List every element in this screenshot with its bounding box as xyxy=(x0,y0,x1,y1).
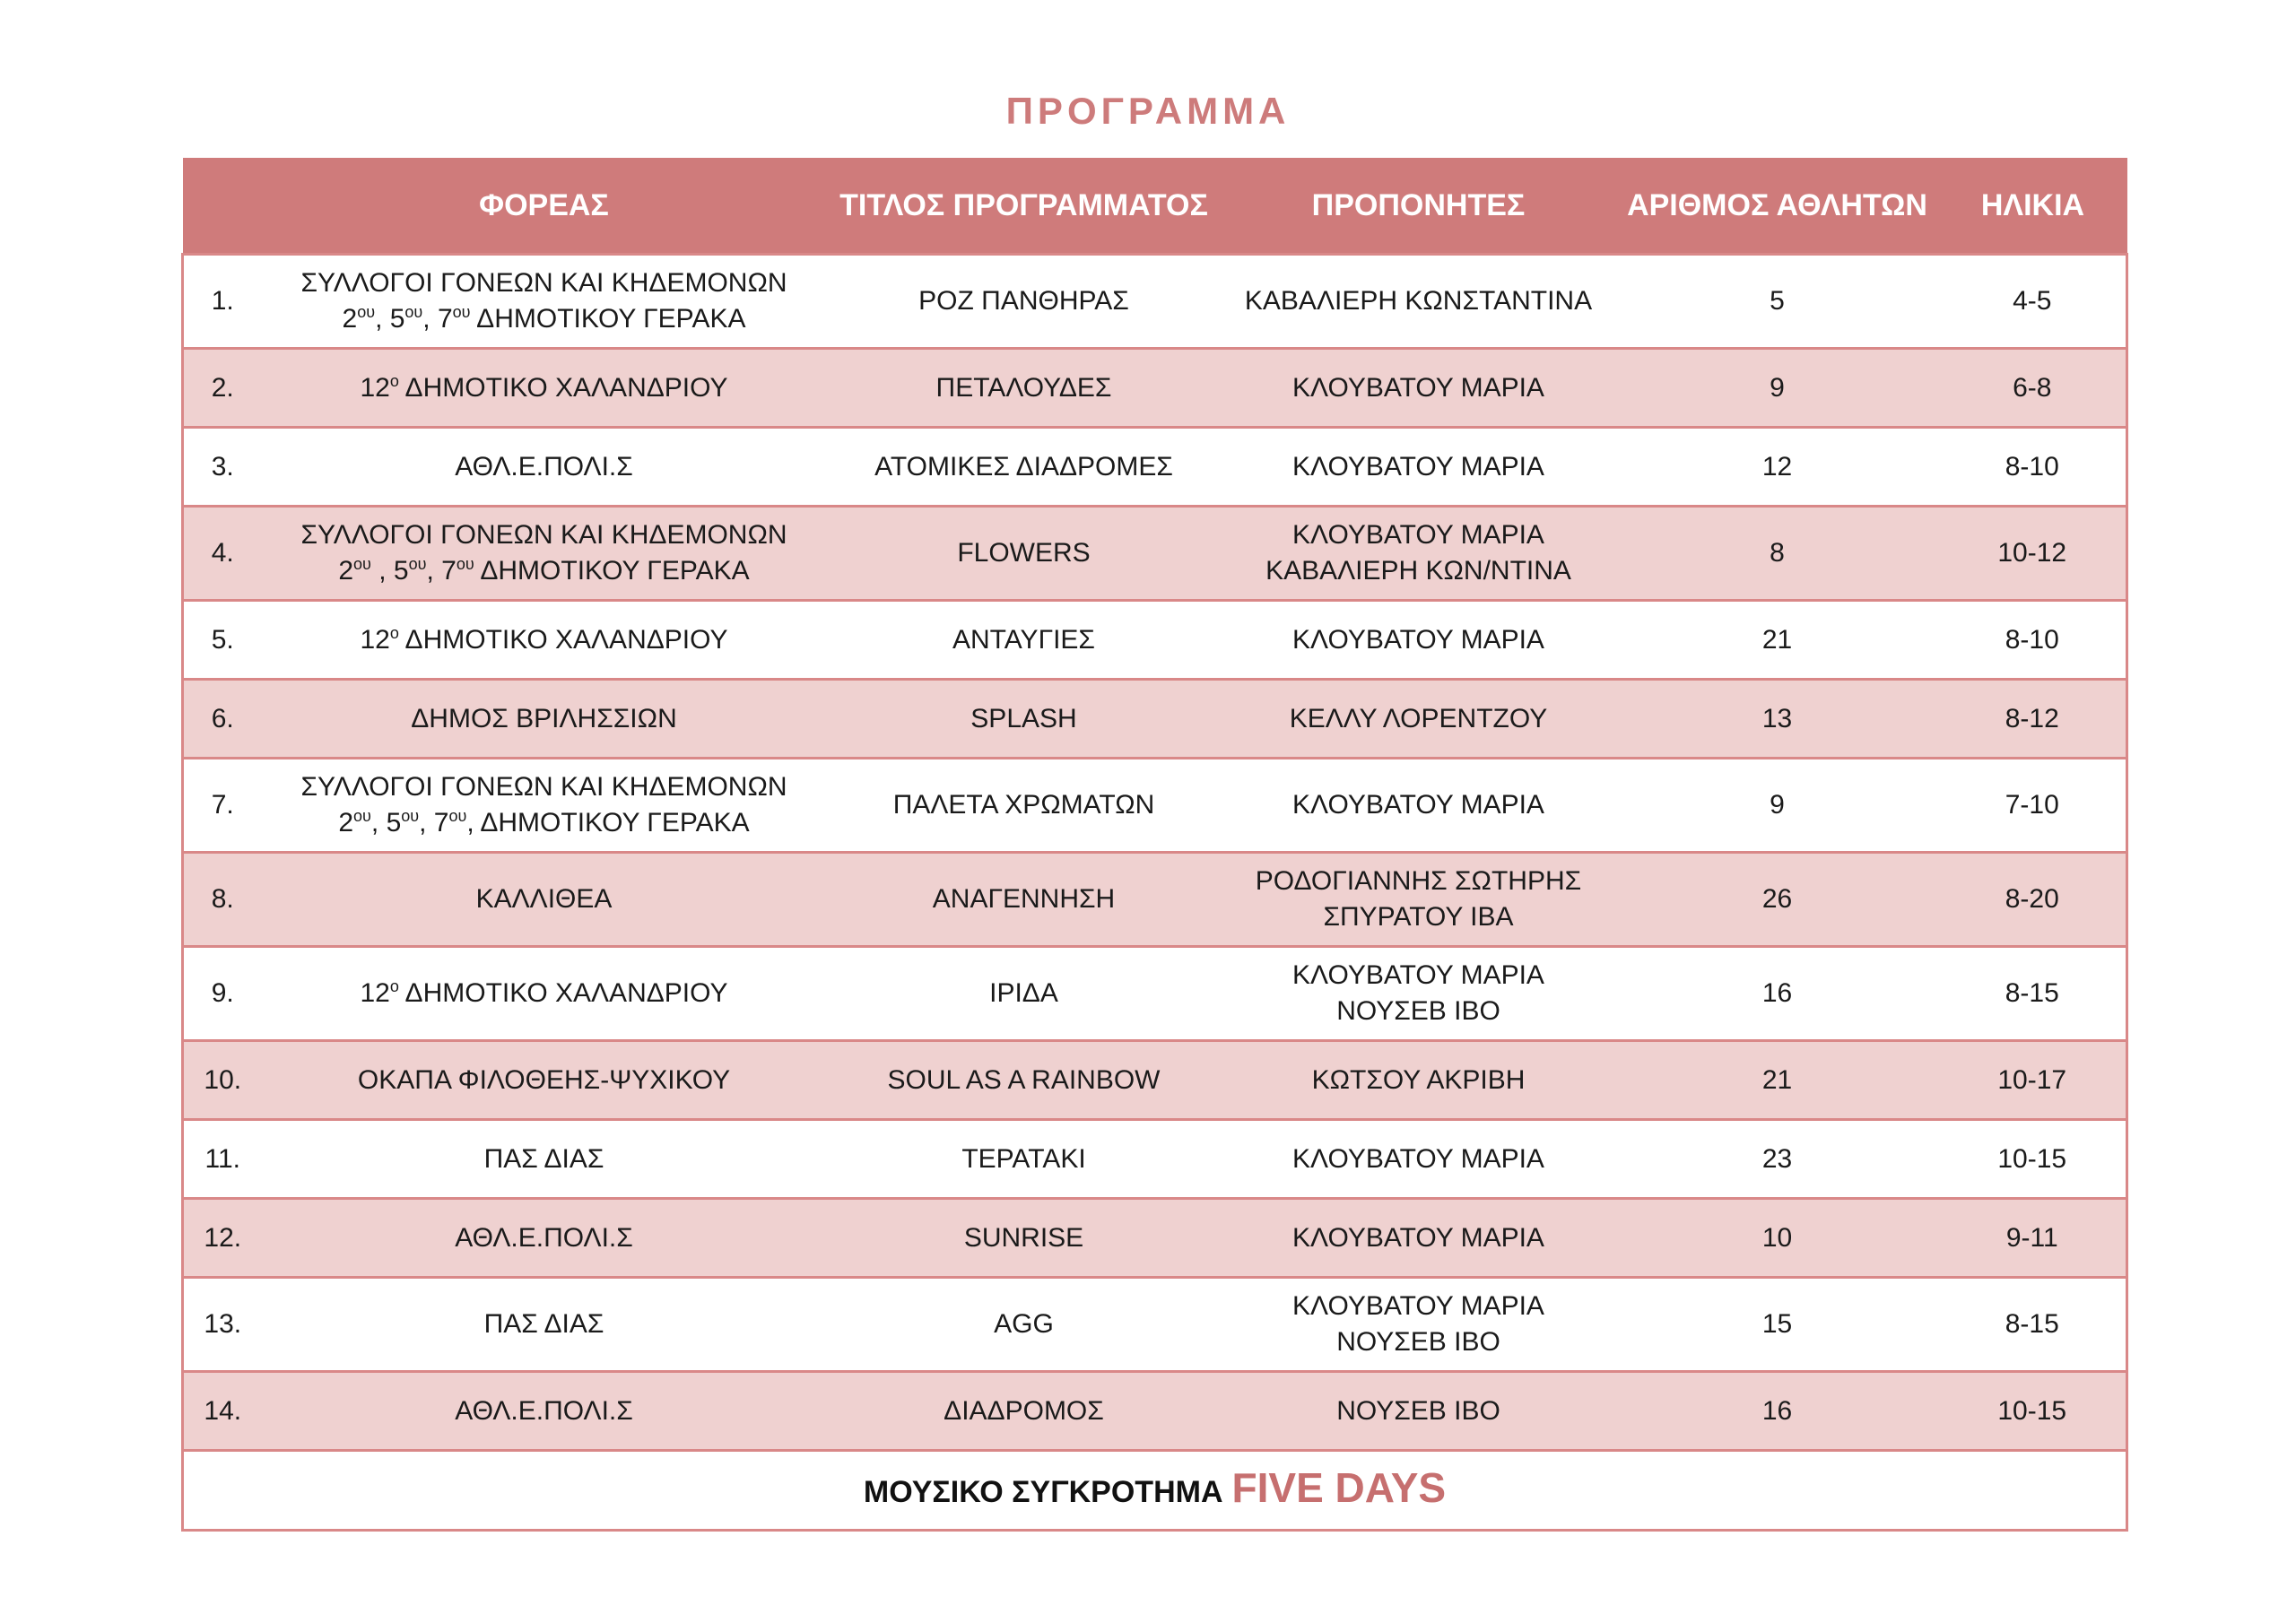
coaches-cell xyxy=(1222,1120,1616,1199)
row-number: 10. xyxy=(183,1041,262,1120)
table-row xyxy=(183,1199,2127,1278)
athlete-count-cell: 21 xyxy=(1616,601,1939,680)
coach-name: ΚΕΛΛΥ ΛΟΡΕΝΤΖΟΥ xyxy=(1289,703,1548,733)
org-line: ΣΥΛΛΟΓΟΙ ΓΟΝΕΩΝ ΚΑΙ ΚΗΔΕΜΟΝΩΝ xyxy=(300,268,787,298)
table-row xyxy=(183,349,2127,428)
coach-name: ΚΛΟΥΒΑΤΟΥ ΜΑΡΙΑ xyxy=(1292,1222,1544,1253)
coaches-cell xyxy=(1222,1041,1616,1120)
coach-name: ΚΑΒΑΛΙΕΡΗ ΚΩΝ/ΝΤΙΝΑ xyxy=(1265,556,1571,586)
age-cell: 8-15 xyxy=(1939,947,2127,1041)
org-cell xyxy=(262,428,827,507)
table-row xyxy=(183,255,2127,349)
row-number: 5. xyxy=(183,601,262,680)
program-title-cell: SOUL AS A RAINBOW xyxy=(827,1041,1222,1120)
program-title-cell: ΑΝΤΑΥΓΙΕΣ xyxy=(827,601,1222,680)
coach-name: ΚΛΟΥΒΑΤΟΥ ΜΑΡΙΑ xyxy=(1292,624,1544,655)
age-cell: 10-15 xyxy=(1939,1372,2127,1451)
program-title-cell: ΠΑΛΕΤΑ ΧΡΩΜΑΤΩΝ xyxy=(827,759,1222,853)
table-row xyxy=(183,1041,2127,1120)
table-row xyxy=(183,853,2127,947)
age-cell: 9-11 xyxy=(1939,1199,2127,1278)
coaches-cell xyxy=(1222,507,1616,601)
program-title-cell: ΠΕΤΑΛΟΥΔΕΣ xyxy=(827,349,1222,428)
coach-name: ΚΛΟΥΒΑΤΟΥ ΜΑΡΙΑ xyxy=(1292,790,1544,820)
header-athlete-count: ΑΡΙΘΜΟΣ ΑΘΛΗΤΩΝ xyxy=(1616,158,1939,255)
coach-name: ΡΟΔΟΓΙΑΝΝΗΣ ΣΩΤΗΡΗΣ xyxy=(1255,866,1582,896)
table-row xyxy=(183,759,2127,853)
org-cell xyxy=(262,1199,827,1278)
org-line: $12^o$ ΔΗΜΟΤΙΚΟ ΧΑΛΑΝΔΡΙΟΥ xyxy=(360,623,728,655)
coach-name: ΚΛΟΥΒΑΤΟΥ ΜΑΡΙΑ xyxy=(1292,1291,1544,1321)
program-title-cell: ΔΙΑΔΡΟΜΟΣ xyxy=(827,1372,1222,1451)
org-line: ΣΥΛΛΟΓΟΙ ΓΟΝΕΩΝ ΚΑΙ ΚΗΔΕΜΟΝΩΝ xyxy=(300,520,787,550)
org-line: ΟΚΑΠΑ ΦΙΛΟΘΕΗΣ-ΨΥΧΙΚΟΥ xyxy=(357,1064,731,1095)
program-title-cell: AGG xyxy=(827,1278,1222,1372)
table-row xyxy=(183,1278,2127,1372)
coach-name: ΝΟΥΣΕΒ ΙΒΟ xyxy=(1336,1395,1500,1426)
coach-name: ΣΠΥΡΑΤΟΥ ΙΒΑ xyxy=(1323,902,1514,932)
coaches-cell xyxy=(1222,349,1616,428)
row-number: 9. xyxy=(183,947,262,1041)
org-line: ΑΘΛ.Ε.ΠΟΛΙ.Σ xyxy=(455,1222,633,1253)
table-row xyxy=(183,428,2127,507)
org-line: $12^o$ ΔΗΜΟΤΙΚΟ ΧΑΛΑΝΔΡΙΟΥ xyxy=(360,977,728,1008)
table-row xyxy=(183,507,2127,601)
age-cell: 8-10 xyxy=(1939,428,2127,507)
row-number: 6. xyxy=(183,680,262,759)
org-line: $2^{o\upsilon}$, $5^{o\upsilon}$, $7^{o\upsilon}$, ΔΗΜΟΤΙΚΟΥ ΓΕΡΑΚΑ xyxy=(338,807,750,838)
header-program-title: ΤΙΤΛΟΣ ΠΡΟΓΡΑΜΜΑΤΟΣ xyxy=(827,158,1222,255)
org-cell xyxy=(262,1120,827,1199)
table-body xyxy=(183,255,2127,1451)
org-cell xyxy=(262,1041,827,1120)
coach-name: ΚΑΒΑΛΙΕΡΗ ΚΩΝΣΤΑΝΤΙΝΑ xyxy=(1244,286,1593,316)
table-row xyxy=(183,1120,2127,1199)
band-name: FIVE DAYS xyxy=(1231,1463,1447,1511)
org-cell xyxy=(262,349,827,428)
program-title-cell: ΡΟΖ ΠΑΝΘΗΡΑΣ xyxy=(827,255,1222,349)
program-title-cell: SUNRISE xyxy=(827,1199,1222,1278)
org-line: ΑΘΛ.Ε.ΠΟΛΙ.Σ xyxy=(455,451,633,482)
org-line: ΠΑΣ ΔΙΑΣ xyxy=(483,1309,604,1339)
athlete-count-cell: 23 xyxy=(1616,1120,1939,1199)
coaches-cell xyxy=(1222,1372,1616,1451)
org-line: ΔΗΜΟΣ ΒΡΙΛΗΣΣΙΩΝ xyxy=(411,703,677,733)
org-cell xyxy=(262,947,827,1041)
program-title-cell: ΑΝΑΓΕΝΝΗΣΗ xyxy=(827,853,1222,947)
row-number: 8. xyxy=(183,853,262,947)
coach-name: ΚΩΤΣΟΥ ΑΚΡΙΒΗ xyxy=(1311,1064,1526,1095)
table-header-row xyxy=(183,158,2127,255)
footer-row xyxy=(183,1451,2127,1531)
age-cell: 6-8 xyxy=(1939,349,2127,428)
row-number: 3. xyxy=(183,428,262,507)
age-cell: 10-12 xyxy=(1939,507,2127,601)
org-line: ΚΑΛΛΙΘΕΑ xyxy=(475,884,613,914)
page-title: ΠΡΟΓΡΑΜΜΑ xyxy=(1005,90,1291,132)
org-line: $2^{o\upsilon}$, $5^{o\upsilon}$, $7^{o\upsilon}$ ΔΗΜΟΤΙΚΟΥ ΓΕΡΑΚΑ xyxy=(342,303,746,334)
coaches-cell xyxy=(1222,255,1616,349)
table-row xyxy=(183,601,2127,680)
org-cell xyxy=(262,1278,827,1372)
org-cell xyxy=(262,680,827,759)
row-number: 1. xyxy=(183,255,262,349)
age-cell: 8-12 xyxy=(1939,680,2127,759)
athlete-count-cell: 9 xyxy=(1616,349,1939,428)
table-row xyxy=(183,947,2127,1041)
org-cell xyxy=(262,759,827,853)
program-table xyxy=(181,158,2128,1532)
coaches-cell xyxy=(1222,428,1616,507)
program-title-cell: SPLASH xyxy=(827,680,1222,759)
org-line: ΣΥΛΛΟΓΟΙ ΓΟΝΕΩΝ ΚΑΙ ΚΗΔΕΜΟΝΩΝ xyxy=(300,772,787,802)
age-cell: 8-15 xyxy=(1939,1278,2127,1372)
org-cell xyxy=(262,255,827,349)
header-age: ΗΛΙΚΙΑ xyxy=(1939,158,2127,255)
row-number: 11. xyxy=(183,1120,262,1199)
athlete-count-cell: 9 xyxy=(1616,759,1939,853)
row-number: 7. xyxy=(183,759,262,853)
header-coaches: ΠΡΟΠΟΝΗΤΕΣ xyxy=(1222,158,1616,255)
athlete-count-cell: 12 xyxy=(1616,428,1939,507)
age-cell: 8-20 xyxy=(1939,853,2127,947)
age-cell: 10-17 xyxy=(1939,1041,2127,1120)
coach-name: ΝΟΥΣΕΒ ΙΒΟ xyxy=(1336,1327,1500,1357)
athlete-count-cell: 16 xyxy=(1616,1372,1939,1451)
program-title-cell: FLOWERS xyxy=(827,507,1222,601)
row-number: 14. xyxy=(183,1372,262,1451)
org-cell xyxy=(262,1372,827,1451)
program-title-cell: ΑΤΟΜΙΚΕΣ ΔΙΑΔΡΟΜΕΣ xyxy=(827,428,1222,507)
age-cell: 4-5 xyxy=(1939,255,2127,349)
band-label: ΜΟΥΣΙΚΟ ΣΥΓΚΡΟΤΗΜΑ xyxy=(863,1474,1223,1509)
age-cell: 7-10 xyxy=(1939,759,2127,853)
org-line: $2^{o\upsilon}$ , $5^{o\upsilon}$, $7^{o\upsilon}$ ΔΗΜΟΤΙΚΟΥ ΓΕΡΑΚΑ xyxy=(338,555,750,586)
athlete-count-cell: 10 xyxy=(1616,1199,1939,1278)
coach-name: ΚΛΟΥΒΑΤΟΥ ΜΑΡΙΑ xyxy=(1292,960,1544,990)
row-number: 2. xyxy=(183,349,262,428)
coaches-cell xyxy=(1222,601,1616,680)
coach-name: ΚΛΟΥΒΑΤΟΥ ΜΑΡΙΑ xyxy=(1292,520,1544,550)
row-number: 13. xyxy=(183,1278,262,1372)
coaches-cell xyxy=(1222,680,1616,759)
coach-name: ΚΛΟΥΒΑΤΟΥ ΜΑΡΙΑ xyxy=(1292,1143,1544,1174)
org-cell xyxy=(262,507,827,601)
coaches-cell xyxy=(1222,759,1616,853)
program-title-cell: ΙΡΙΔΑ xyxy=(827,947,1222,1041)
coach-name: ΚΛΟΥΒΑΤΟΥ ΜΑΡΙΑ xyxy=(1292,372,1544,403)
org-line: ΑΘΛ.Ε.ΠΟΛΙ.Σ xyxy=(455,1395,633,1426)
athlete-count-cell: 26 xyxy=(1616,853,1939,947)
row-number: 4. xyxy=(183,507,262,601)
coaches-cell xyxy=(1222,1278,1616,1372)
row-number: 12. xyxy=(183,1199,262,1278)
athlete-count-cell: 21 xyxy=(1616,1041,1939,1120)
coaches-cell xyxy=(1222,947,1616,1041)
athlete-count-cell: 15 xyxy=(1616,1278,1939,1372)
header-number xyxy=(183,158,262,255)
athlete-count-cell: 8 xyxy=(1616,507,1939,601)
age-cell: 10-15 xyxy=(1939,1120,2127,1199)
athlete-count-cell: 16 xyxy=(1616,947,1939,1041)
coach-name: ΚΛΟΥΒΑΤΟΥ ΜΑΡΙΑ xyxy=(1292,451,1544,482)
athlete-count-cell: 13 xyxy=(1616,680,1939,759)
program-title-cell: ΤΕΡΑΤΑΚΙ xyxy=(827,1120,1222,1199)
footer-cell xyxy=(183,1451,2127,1531)
header-org: ΦΟΡΕΑΣ xyxy=(262,158,827,255)
org-cell xyxy=(262,853,827,947)
athlete-count-cell: 5 xyxy=(1616,255,1939,349)
coach-name: ΝΟΥΣΕΒ ΙΒΟ xyxy=(1336,996,1500,1026)
age-cell: 8-10 xyxy=(1939,601,2127,680)
coaches-cell xyxy=(1222,1199,1616,1278)
table-row xyxy=(183,1372,2127,1451)
table-row xyxy=(183,680,2127,759)
coaches-cell xyxy=(1222,853,1616,947)
org-line: $12^o$ ΔΗΜΟΤΙΚΟ ΧΑΛΑΝΔΡΙΟΥ xyxy=(360,371,728,403)
org-cell xyxy=(262,601,827,680)
org-line: ΠΑΣ ΔΙΑΣ xyxy=(483,1143,604,1174)
